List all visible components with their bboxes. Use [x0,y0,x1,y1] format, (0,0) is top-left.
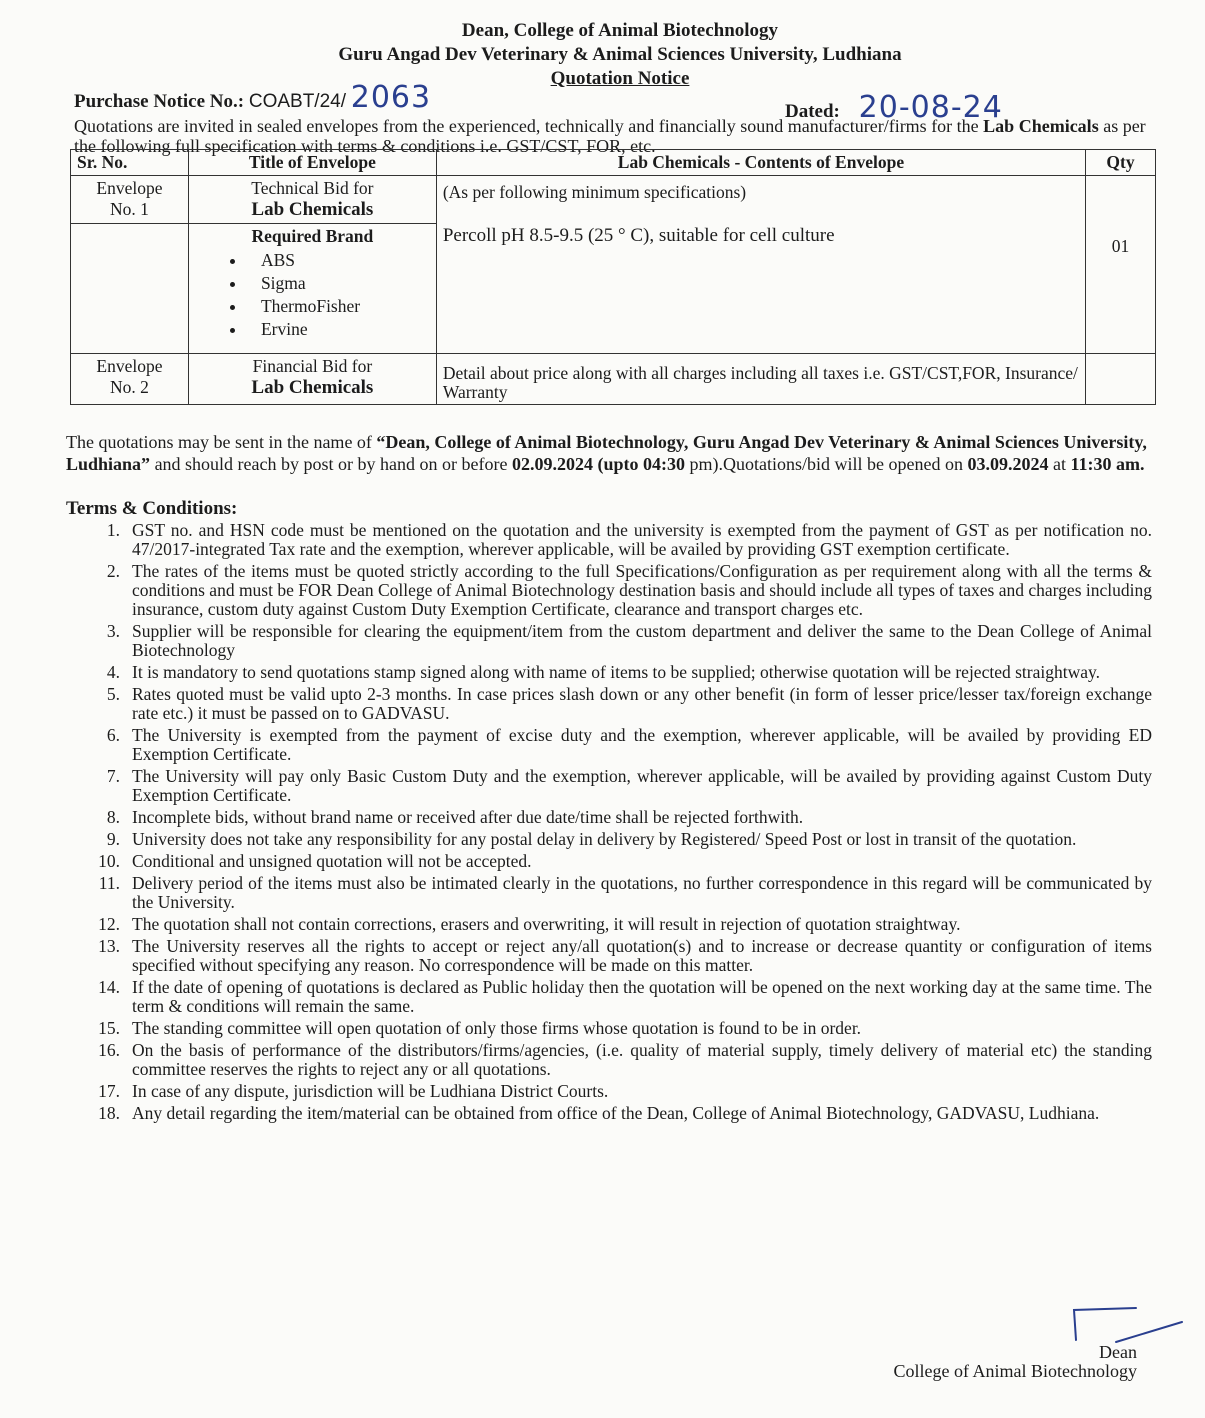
term-number: 8. [106,807,120,827]
term-item [90,1041,1152,1079]
signature-title: Dean [1099,1342,1137,1362]
col-header-title: Title of Envelope [188,150,436,176]
brands-cell [188,224,436,354]
item-qty: 01 [1111,236,1130,256]
intro-bold-chemicals: Chemicals [1018,116,1099,136]
term-text: University does not take any responsibility for any postal delay in delivery by Registered/ Speed Post or lost in transit of the quotation. [132,829,1077,849]
envelope-2-title-cell [188,354,436,405]
header-line-1: Dean, College of Animal Biotechnology [461,20,779,41]
term-text: The University is exempted from the payment of excise duty and the exemption, wherever applicable, will be availed by providing ED Exemption Certificate. [132,725,1152,764]
term-item [90,852,1152,871]
table-row-envelope-1 [71,176,1156,224]
send-deadline: 02.09.2024 (upto 04:30 [511,454,685,474]
term-number: 9. [106,829,120,849]
term-text: The University reserves all the rights to accept or reject any/all quotation(s) and to increase or decrease quantity or configuration of items specified without specifying any reason. No correspondence will be made on this matter. [132,936,1152,975]
envelope-2-title-line1: Financial Bid for [252,356,373,376]
envelope-1-title-line2: Lab Chemicals [251,199,374,220]
col-header-contents: Lab Chemicals - Contents of Envelope [436,150,1085,176]
term-number: 15. [98,1018,120,1038]
term-item [90,663,1152,682]
term-text: It is mandatory to send quotations stamp signed along with name of items to be supplied; otherwise quotation will be rejected straightway. [132,662,1100,682]
term-item [90,978,1152,1016]
col-header-qty: Qty [1086,150,1156,176]
envelope-1-line1: Envelope [96,178,163,198]
term-number: 4. [106,662,120,682]
term-item [90,1019,1152,1038]
dated-value: 20-08-24 [858,90,1003,125]
envelope-2-desc-cell [436,354,1085,405]
term-item [90,830,1152,849]
signature-org: College of Animal Biotechnology [893,1361,1137,1381]
envelope-2-desc: Detail about price along with all charges including all taxes i.e. GST/CST,FOR, Insurance/ Warranty [442,363,1078,402]
purchase-notice [74,80,431,115]
term-text: The rates of the items must be quoted strictly according to the full Specifications/Configuration as per requirement along with all the terms & conditions and must be FOR Dean College of Animal Biotechnology destination basis and should include all types of taxes and charges including insurance, custom duty against Custom Duty Exemption Certificate, clearance and transport charges etc. [132,561,1152,619]
term-text: The standing committee will open quotation of only those firms whose quotation is found to be in order. [132,1018,862,1038]
term-number: 14. [98,977,120,997]
envelope-1-title-cell [188,176,436,224]
term-text: Any detail regarding the item/material can be obtained from office of the Dean, College of Animal Biotechnology, GADVASU, Ludhiana. [132,1103,1100,1123]
envelope-2-line1: Envelope [96,356,163,376]
term-number: 12. [98,914,120,934]
notice-title: Quotation Notice [550,68,690,89]
terms-heading: Terms & Conditions: [66,498,238,519]
intro-bold-lab: Lab [983,116,1015,136]
term-number: 2. [106,561,120,581]
term-item [90,767,1152,805]
col-header-sr: Sr. No. [71,150,189,176]
term-text: Rates quoted must be valid upto 2-3 months. In case prices slash down or any other benefit (in form of lesser price/lesser tax/foreign exchange rate etc.) it must be passed on to GADVASU. [132,684,1152,723]
term-item [90,521,1152,559]
term-number: 6. [106,725,120,745]
term-number: 7. [106,766,120,786]
send-text-2: and should reach by post or by hand on or before [150,454,512,474]
envelope-1-note: (As per following minimum specifications) [442,182,747,202]
term-number: 17. [98,1081,120,1101]
brand-item: • ThermoFisher [247,295,430,318]
term-number: 11. [98,873,120,893]
term-text: Supplier will be responsible for clearing the equipment/item from the custom department and deliver the same to the Dean College of Animal Biotechnology [132,621,1152,660]
send-text-4: at [1048,454,1071,474]
term-text: Incomplete bids, without brand name or received after due date/time shall be rejected forthwith. [132,807,804,827]
envelope-2-qty-empty [1086,354,1156,405]
envelope-1-line2: No. 1 [110,199,149,219]
dated-label: Dated: [785,101,840,122]
term-text: On the basis of performance of the distributors/firms/agencies, (i.e. quality of material supply, timely delivery of material etc) the standing committee reserves the rights to reject any or all quotations. [132,1040,1152,1079]
envelope-1-title-line1: Technical Bid for [251,178,374,198]
term-text: Delivery period of the items must also be intimated clearly in the quotations, no further correspondence in this regard will be communicated by the University. [132,873,1152,912]
intro-text-after: as per the following full specification with terms & conditions i.e. GST/CST, FOR, etc. [74,116,1146,156]
send-addressee: “Dean, College of Animal Biotechnology, Guru Angad Dev Veterinary & Animal Sciences University, Ludhiana” [66,432,1147,474]
table-row-envelope-2 [71,354,1156,405]
envelope-1-contents-cell [436,176,1085,354]
brands-sr-empty [71,224,189,354]
term-item [90,874,1152,912]
purchase-notice-label: Purchase Notice No.: [74,91,245,112]
brand-item: • ABS [247,249,430,272]
intro-text-before: Quotations are invited in sealed envelopes from the experienced, technically and financially sound manufacturer/firms for the [74,116,984,136]
term-number: 10. [98,851,120,871]
qty-cell [1086,176,1156,354]
term-text: In case of any dispute, jurisdiction will be Ludhiana District Courts. [132,1081,609,1101]
term-text: The University will pay only Basic Custom Duty and the exemption, wherever applicable, will be availed by providing against Custom Duty Exemption Certificate. [132,766,1152,805]
term-item [90,562,1152,619]
envelope-1-cell [71,176,189,224]
brand-heading: Required Brand [251,226,374,246]
terms-list [90,521,1152,1126]
term-item [90,915,1152,934]
term-number: 13. [98,936,120,956]
send-paragraph [66,431,1158,475]
table-header-row [71,150,1156,176]
send-text-1: The quotations may be sent in the name of [66,432,377,452]
send-text-3: pm).Quotations/bid will be opened on [685,454,968,474]
term-number: 16. [98,1040,120,1060]
term-item [90,685,1152,723]
purchase-notice-number: 2063 [350,80,432,115]
term-item [90,937,1152,975]
brand-list [195,249,430,341]
term-item [90,808,1152,827]
item-description: Percoll pH 8.5-9.5 (25 ° C), suitable for cell culture [442,225,835,246]
envelope-2-line2: No. 2 [110,377,149,397]
send-open-time: 11:30 am. [1070,454,1145,474]
term-item [90,622,1152,660]
term-text: Conditional and unsigned quotation will not be accepted. [132,851,532,871]
header-line-2: Guru Angad Dev Veterinary & Animal Sciences University, Ludhiana [338,44,902,65]
term-item [90,726,1152,764]
term-item [90,1104,1152,1123]
purchase-notice-prefix: COABT/24/ [248,91,346,112]
send-open-date: 03.09.2024 [967,454,1049,474]
term-item [90,1082,1152,1101]
envelope-2-title-line2: Lab Chemicals [251,377,374,398]
term-number: 5. [106,684,120,704]
brand-item: • Sigma [247,272,430,295]
term-number: 18. [98,1103,120,1123]
envelope-2-cell [71,354,189,405]
term-number: 1. [106,520,120,540]
term-number: 3. [106,621,120,641]
term-text: GST no. and HSN code must be mentioned on the quotation and the university is exempted from the payment of GST as per notification no. 47/2017-integrated Tax rate and the exemption, wherever applicable, will be availed by providing GST exemption certificate. [132,520,1152,559]
brand-item: • Ervine [247,318,430,341]
term-text: The quotation shall not contain corrections, erasers and overwriting, it will result in rejection of quotation straightway. [132,914,961,934]
term-text: If the date of opening of quotations is declared as Public holiday then the quotation will be opened on the next working day at the same time. The term & conditions will remain the same. [132,977,1152,1016]
specification-table [70,149,1156,405]
